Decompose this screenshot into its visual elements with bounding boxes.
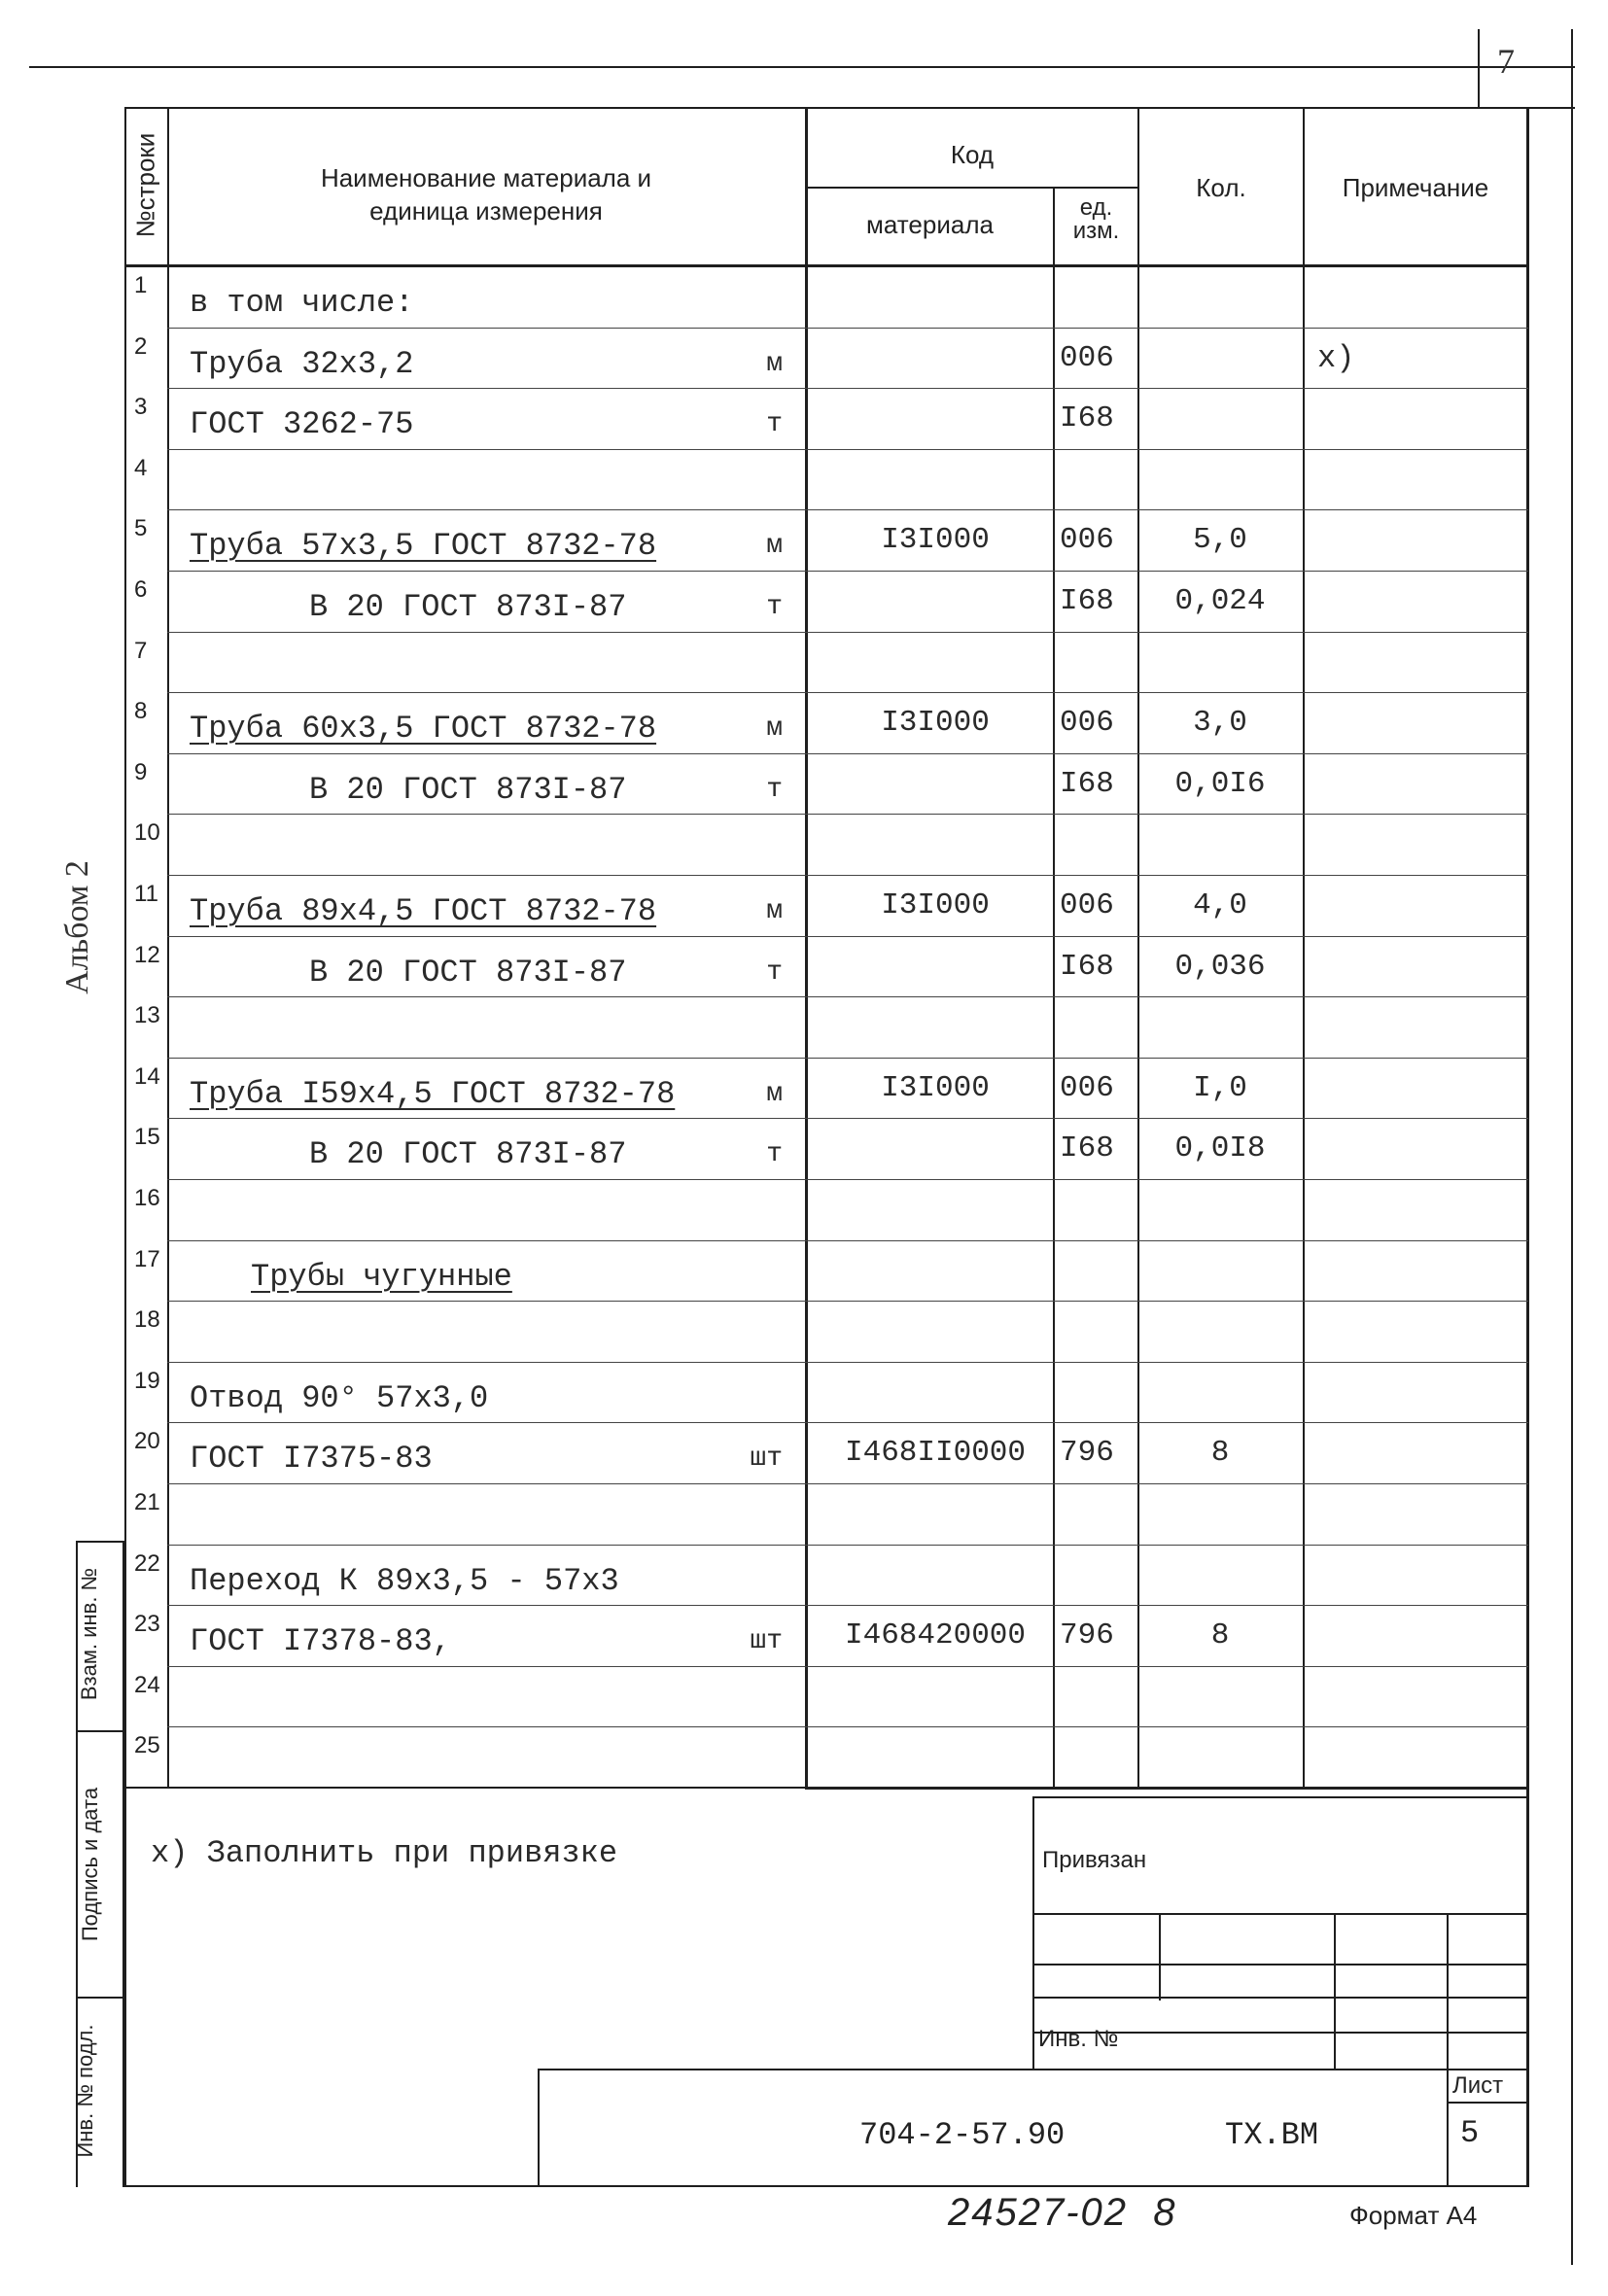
stamp-sheet-number: 5 [1460, 2115, 1480, 2151]
row-name: ГОСТ I7375-83 [190, 1441, 433, 1477]
row-number: 4 [134, 455, 148, 481]
header-qty: Кол. [1196, 173, 1246, 202]
stamp-bound-label: Привязан [1042, 1847, 1147, 1873]
row-divider [167, 996, 1528, 997]
row-number: 8 [134, 698, 148, 724]
row-name: Трубы чугунные [251, 1259, 512, 1295]
row-name: Отвод 90° 57х3,0 [190, 1380, 489, 1416]
row-divider [167, 1726, 1528, 1727]
row-unit: м [766, 896, 783, 926]
stamp-col-a [1159, 1913, 1161, 2000]
row-name: В 20 ГОСТ 873I-87 [309, 1136, 627, 1172]
side-strip-inner [122, 1541, 124, 2187]
row-unit-code: 796 [1060, 1436, 1114, 1470]
row-number: 12 [134, 942, 160, 968]
row-material-code: I3I000 [881, 1071, 990, 1105]
row-name: ГОСТ 3262-75 [190, 406, 414, 442]
row-name: Труба 89х4,5 ГОСТ 8732-78 [190, 893, 657, 929]
side-orig-inv: Инв. № подл. [73, 2024, 97, 2158]
table-bottom-left [124, 1787, 805, 1789]
row-divider [167, 449, 1528, 450]
header-material: материала [866, 210, 994, 239]
row-unit-code: I68 [1060, 584, 1114, 618]
row-number: 9 [134, 759, 148, 785]
stamp-title-left [538, 2069, 540, 2185]
row-quantity: 8 [1210, 1436, 1230, 1470]
row-divider [167, 388, 1528, 389]
row-divider [167, 1605, 1528, 1606]
footnote: х) Заполнить при привязке [151, 1835, 618, 1871]
stamp-left [1032, 1796, 1034, 2070]
row-unit: м [766, 1079, 783, 1109]
row-unit-code: 796 [1060, 1618, 1114, 1652]
row-name: В 20 ГОСТ 873I-87 [309, 772, 627, 808]
row-unit-code: I68 [1060, 1131, 1114, 1165]
col-note-line [1303, 107, 1305, 1789]
top-rule [29, 66, 1575, 68]
row-quantity: 0,0I6 [1174, 767, 1266, 801]
row-unit-code: 006 [1060, 706, 1114, 740]
header-unitcode-1: ед. [1079, 194, 1113, 221]
row-number: 16 [134, 1185, 160, 1211]
row-unit: т [766, 592, 783, 622]
row-number: 7 [134, 638, 148, 664]
row-unit-code: I68 [1060, 401, 1114, 435]
header-row-number: №строки [130, 132, 160, 238]
side-interchange-inv: Взам. инв. № [77, 1567, 101, 1701]
format-label: Формат А4 [1349, 2201, 1478, 2230]
row-name: в том числе: [190, 285, 414, 321]
row-divider [167, 509, 1528, 510]
row-name: В 20 ГОСТ 873I-87 [309, 955, 627, 991]
header-code-split [807, 187, 1137, 189]
row-divider [167, 1545, 1528, 1546]
row-unit: т [766, 1139, 783, 1169]
header-note: Примечание [1342, 173, 1489, 202]
row-unit: т [766, 775, 783, 805]
frame-bottom [124, 2185, 1529, 2187]
header-name-line1: Наименование материала и [320, 163, 652, 192]
row-unit: м [766, 531, 783, 561]
header-unitcode-2: изм. [1072, 218, 1120, 244]
frame-right [1526, 107, 1529, 2187]
row-unit-code: I68 [1060, 950, 1114, 984]
row-note: х) [1317, 340, 1355, 376]
row-number: 20 [134, 1428, 160, 1454]
row-divider [167, 1240, 1528, 1241]
row-divider [167, 814, 1528, 815]
stamp-top [1032, 1796, 1528, 1798]
row-divider [167, 1118, 1528, 1119]
row-material-code: I3I000 [881, 888, 990, 922]
row-name: Переход К 89х3,5 - 57х3 [190, 1563, 619, 1599]
row-number: 24 [134, 1672, 160, 1698]
frame-left [124, 107, 126, 2187]
row-unit: шт [750, 1444, 783, 1474]
side-sign-date: Подпись и дата [78, 1787, 102, 1942]
row-divider [167, 1301, 1528, 1302]
row-name: Труба I59х4,5 ГОСТ 8732-78 [190, 1076, 676, 1112]
row-divider [167, 753, 1528, 754]
row-divider [167, 1179, 1528, 1180]
row-number: 3 [134, 394, 148, 420]
row-divider [167, 1058, 1528, 1059]
row-divider [167, 571, 1528, 572]
stamp-line-2 [1032, 1964, 1528, 1966]
row-divider [167, 632, 1528, 633]
row-number: 13 [134, 1002, 160, 1028]
row-number: 10 [134, 819, 160, 846]
row-material-code: I3I000 [881, 523, 990, 557]
row-divider [167, 875, 1528, 876]
side-album-label: Альбом 2 [59, 860, 95, 994]
row-material-code: I468II0000 [844, 1436, 1027, 1470]
row-number: 2 [134, 333, 148, 360]
row-unit-code: I68 [1060, 767, 1114, 801]
row-divider [167, 692, 1528, 693]
row-number: 15 [134, 1124, 160, 1150]
row-number: 5 [134, 515, 148, 541]
row-number: 25 [134, 1732, 160, 1758]
row-divider [167, 936, 1528, 937]
row-number: 23 [134, 1611, 160, 1637]
header-code: Код [950, 140, 995, 169]
row-unit: т [766, 957, 783, 988]
frame-right-outer [1571, 29, 1573, 2265]
stamp-line-1 [1032, 1913, 1528, 1915]
row-unit-code: 006 [1060, 888, 1114, 922]
row-number: 18 [134, 1306, 160, 1333]
row-unit-code: 006 [1060, 523, 1114, 557]
page-number: 7 [1497, 42, 1515, 81]
row-quantity: 3,0 [1193, 706, 1247, 740]
stamp-line-3 [1032, 1997, 1528, 1999]
row-name: Труба 57х3,5 ГОСТ 8732-78 [190, 528, 657, 564]
row-unit-code: 006 [1060, 1071, 1114, 1105]
header-name-line2: единица измерения [369, 196, 603, 226]
col-qty-line [1137, 107, 1139, 1789]
row-number: 21 [134, 1489, 160, 1515]
row-unit: м [766, 349, 783, 379]
row-divider [167, 328, 1528, 329]
row-name: Труба 32х3,2 [190, 346, 414, 382]
row-name: Труба 60х3,5 ГОСТ 8732-78 [190, 711, 657, 747]
table-bottom [805, 1787, 1529, 1790]
row-divider [167, 1362, 1528, 1363]
stamp-doc-code: 704-2-57.90 [859, 2117, 1066, 2153]
row-number: 14 [134, 1063, 160, 1090]
row-divider [167, 1422, 1528, 1423]
row-number: 22 [134, 1550, 160, 1577]
row-name: ГОСТ I7378-83, [190, 1623, 451, 1659]
row-divider [167, 1483, 1528, 1484]
row-material-code: I468420000 [844, 1618, 1027, 1652]
row-name: В 20 ГОСТ 873I-87 [309, 589, 627, 625]
stamp-col-c [1447, 1913, 1449, 2185]
handwritten-number: 24527-02 8 [948, 2191, 1177, 2234]
row-unit: шт [750, 1626, 783, 1656]
side-strip-split-1 [76, 1730, 124, 1732]
row-quantity: 5,0 [1193, 523, 1247, 557]
row-number: 19 [134, 1368, 160, 1394]
row-quantity: I,0 [1193, 1071, 1247, 1105]
frame-top [124, 107, 1575, 109]
stamp-doc-mark: ТХ.ВМ [1225, 2117, 1319, 2153]
col-name-line [805, 107, 808, 1789]
stamp-sheet-split [1447, 2102, 1528, 2104]
stamp-sheet-label: Лист [1452, 2072, 1504, 2099]
row-quantity: 4,0 [1193, 888, 1247, 922]
row-quantity: 8 [1210, 1618, 1230, 1652]
row-number: 11 [134, 881, 158, 907]
stamp-title-top [538, 2069, 1529, 2070]
page-number-box-left [1478, 29, 1480, 107]
row-material-code: I3I000 [881, 706, 990, 740]
stamp-col-b [1334, 1913, 1336, 2070]
row-number: 17 [134, 1246, 160, 1272]
row-unit: м [766, 713, 783, 744]
col-unitcode-line [1053, 187, 1055, 1789]
row-divider [167, 1666, 1528, 1667]
row-quantity: 0,024 [1174, 584, 1266, 618]
row-unit: т [766, 409, 783, 439]
header-bottom [124, 264, 1529, 267]
row-quantity: 0,036 [1174, 950, 1266, 984]
row-quantity: 0,0I8 [1174, 1131, 1266, 1165]
row-number: 1 [134, 272, 148, 298]
row-number: 6 [134, 576, 148, 603]
row-unit-code: 006 [1060, 341, 1114, 375]
stamp-inv-label: Инв. № [1038, 2026, 1119, 2052]
